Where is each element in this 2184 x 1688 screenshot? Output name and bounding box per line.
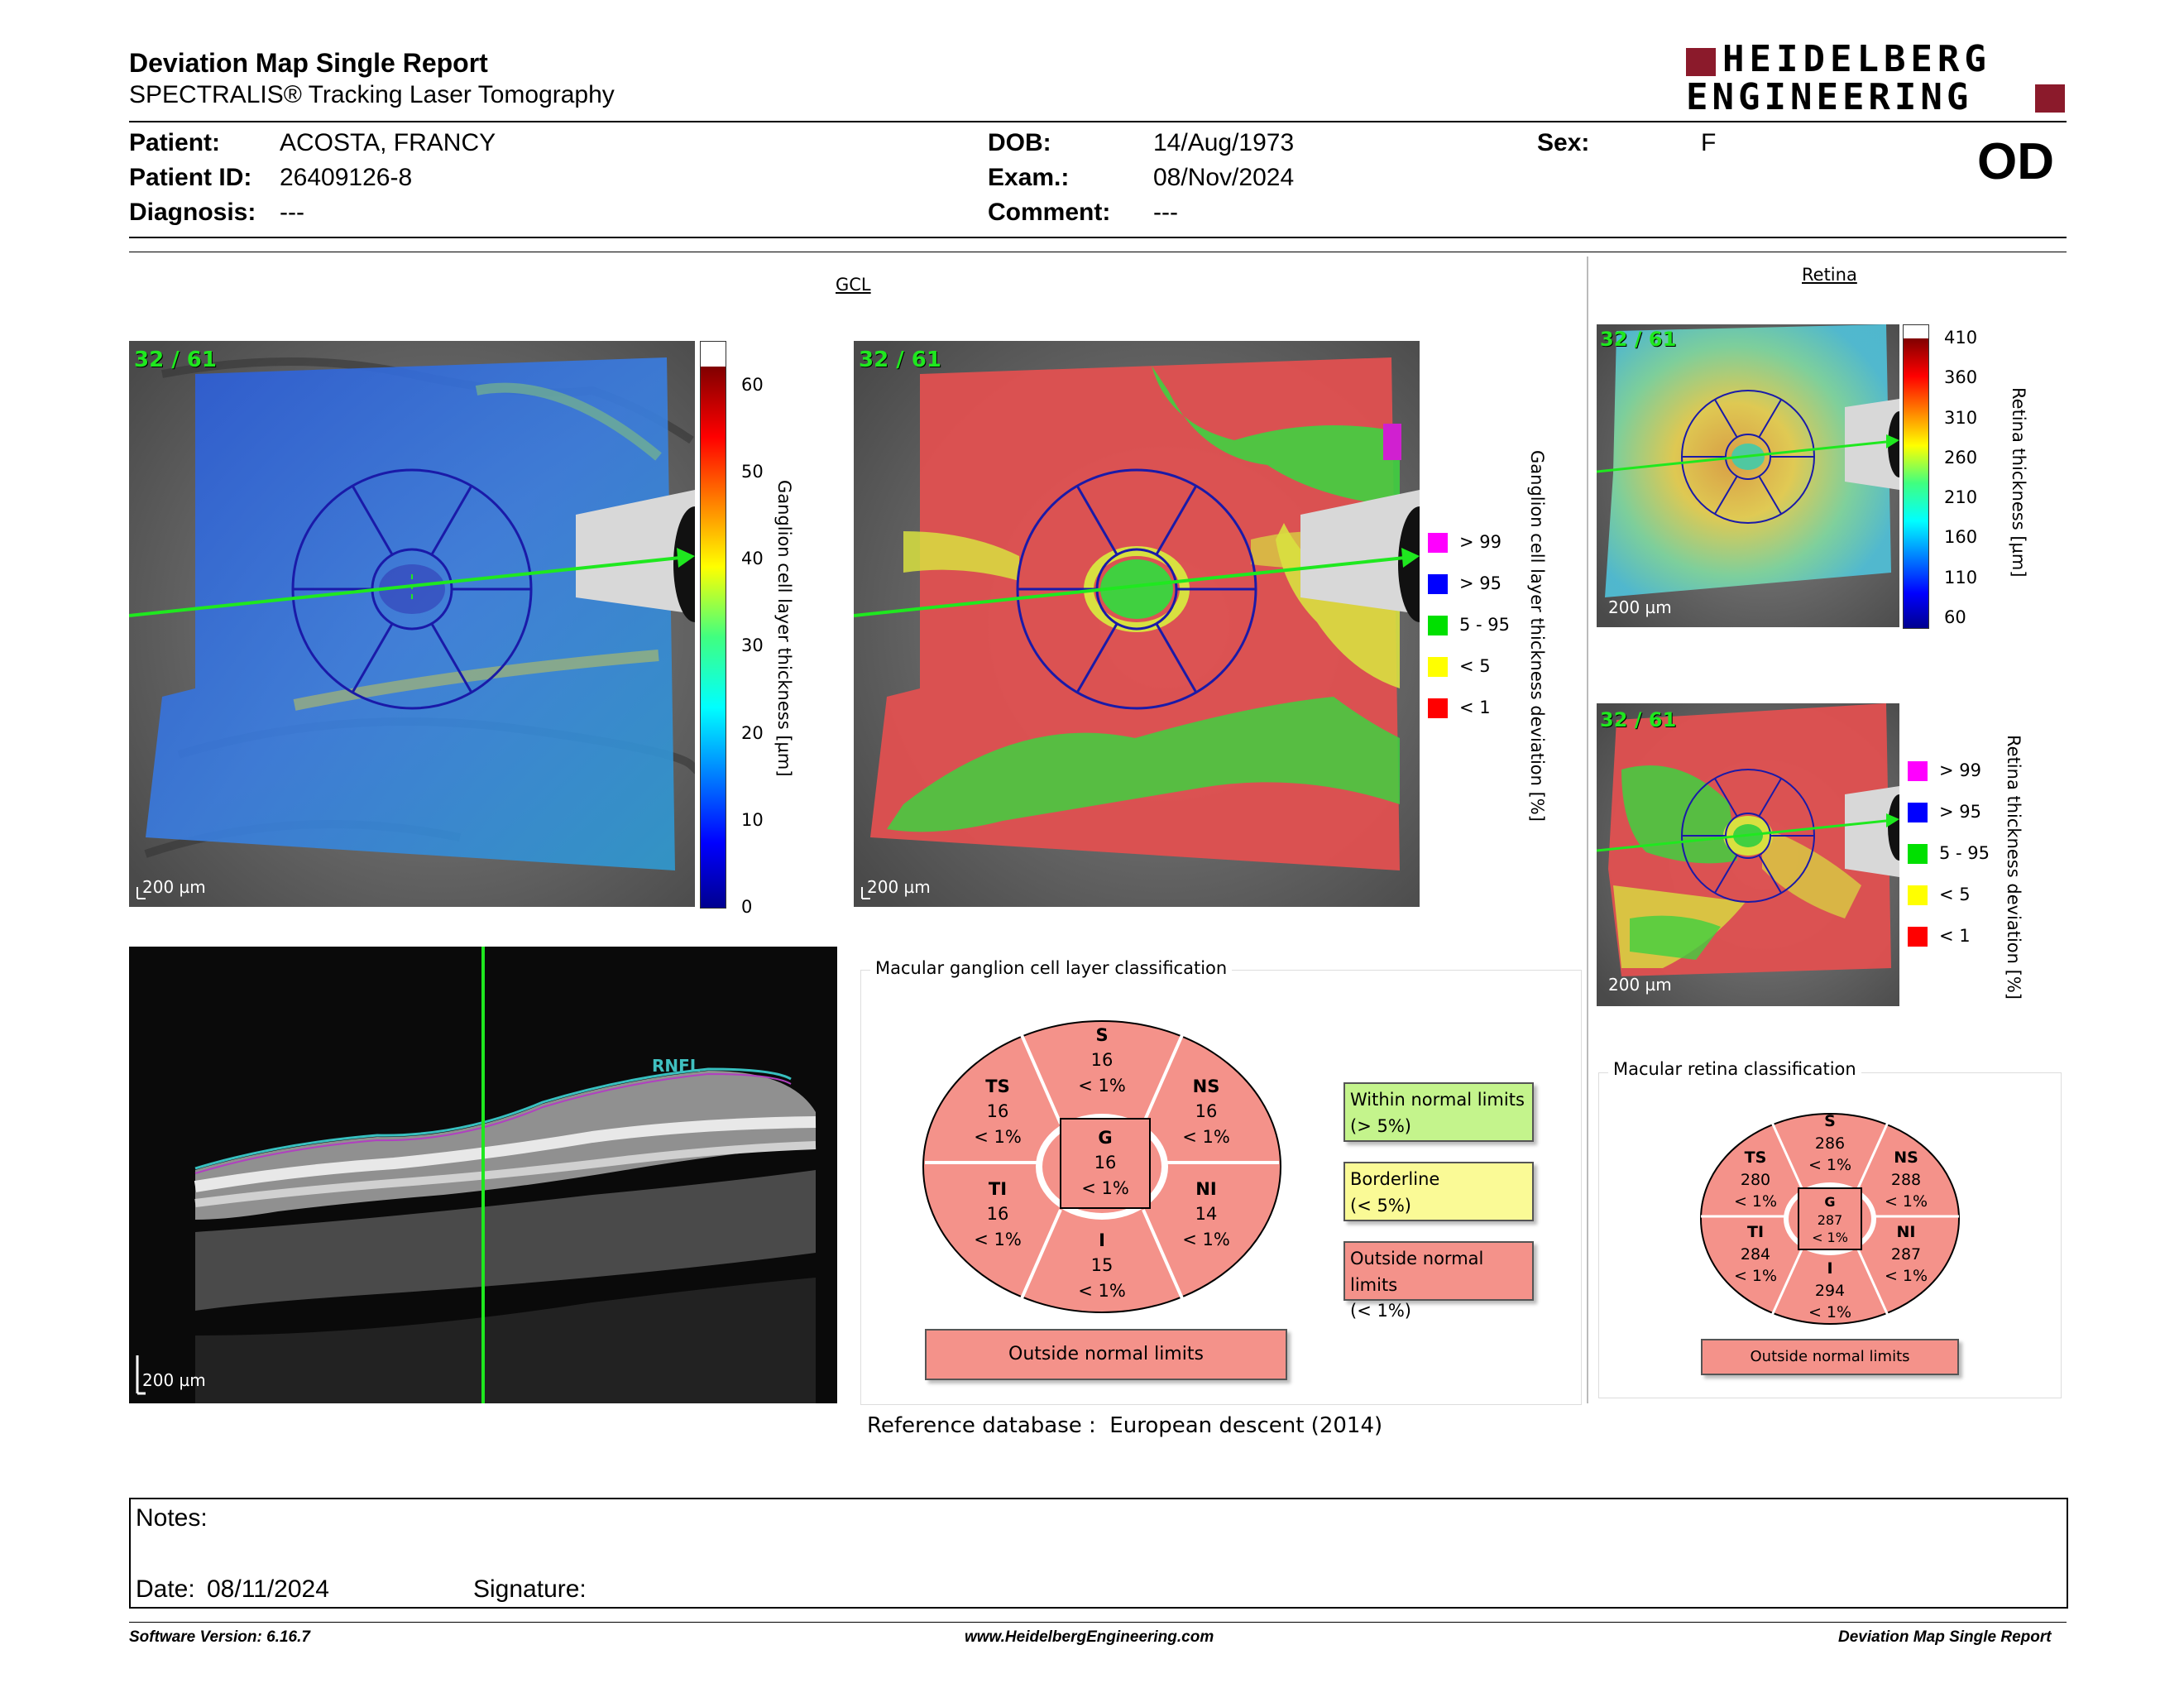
- sex-value: F: [1701, 129, 1717, 156]
- retina-sector-chart: [1698, 1110, 1962, 1327]
- gcl-sector-ti: TI 16 < 1%: [974, 1179, 1022, 1249]
- retina-legend-swatch: [1908, 927, 1928, 947]
- software-version: Software Version: 6.16.7: [129, 1628, 310, 1646]
- comment-label: Comment:: [988, 199, 1111, 226]
- patient-id: 26409126-8: [280, 164, 413, 191]
- gcl-sector-ns: NS 16 < 1%: [1182, 1077, 1230, 1147]
- legend-item-range: (> 5%): [1350, 1115, 1411, 1136]
- gcl-legend-label: 5 - 95: [1459, 615, 1511, 635]
- exam-label: Exam.:: [988, 164, 1070, 191]
- gcl-legend-label: < 1: [1459, 698, 1491, 717]
- retina-result-badge: Outside normal limits: [1701, 1339, 1959, 1375]
- retina-tick: 110: [1944, 567, 1978, 587]
- retina-sector-g: G 287 < 1%: [1812, 1194, 1848, 1246]
- signature-label: Signature:: [473, 1575, 587, 1603]
- report-subtitle: SPECTRALIS® Tracking Laser Tomography: [129, 81, 615, 108]
- diagnosis-value: ---: [280, 199, 304, 226]
- notes-box[interactable]: [129, 1498, 2068, 1609]
- patient-label: Patient:: [129, 129, 221, 156]
- retina-legend-label: > 95: [1939, 802, 1981, 822]
- gcl-legend-swatch: [1428, 698, 1448, 718]
- retina-sector-ns: NS 288 < 1%: [1884, 1149, 1928, 1211]
- retina-sector-ni: NI 287 < 1%: [1884, 1223, 1928, 1286]
- patient-name: ACOSTA, FRANCY: [280, 129, 496, 156]
- gcl-thickness-axis-label: Ganglion cell layer thickness [µm]: [774, 480, 794, 777]
- gcl-legend-label: > 99: [1459, 532, 1502, 552]
- rnfl-layer-label: RNFL: [652, 1056, 701, 1076]
- gcl-tick: 20: [741, 722, 764, 743]
- gcl-tick: 60: [741, 374, 764, 395]
- gcl-legend-swatch: [1428, 657, 1448, 677]
- notes-label: Notes:: [136, 1504, 208, 1532]
- gcl-deviation-axis-label: Ganglion cell layer thickness deviation [%]: [1527, 450, 1547, 822]
- retina-legend-label: 5 - 95: [1939, 843, 1990, 863]
- report-title: Deviation Map Single Report: [129, 48, 488, 78]
- gcl-tick: 30: [741, 635, 764, 656]
- gcl-legend-label: < 5: [1459, 656, 1491, 676]
- retina-legend-label: < 1: [1939, 926, 1971, 946]
- retina-title: Retina: [1802, 265, 1857, 285]
- gcl-sector-g: G 16 < 1%: [1081, 1128, 1129, 1198]
- retina-thickness-axis-label: Retina thickness [µm]: [2009, 387, 2028, 578]
- retina-tick: 160: [1944, 527, 1978, 548]
- gcl-tick: 40: [741, 549, 764, 569]
- legend-item-range: (< 1%): [1350, 1301, 1411, 1321]
- retina-tick: 360: [1944, 367, 1978, 388]
- patient-id-label: Patient ID:: [129, 164, 252, 191]
- retina-sector-ti: TI 284 < 1%: [1733, 1223, 1778, 1286]
- retina-tick: 210: [1944, 487, 1978, 508]
- retina-sector-ts: TS 280 < 1%: [1733, 1149, 1778, 1211]
- retina-legend-swatch: [1908, 844, 1928, 864]
- classification-legend-item: [1343, 1082, 1534, 1142]
- classification-legend-item: [1343, 1162, 1534, 1221]
- retina-thickness-colorbar: [1903, 324, 1929, 629]
- eye-label: OD: [1977, 133, 2054, 190]
- retina-legend-label: > 99: [1939, 760, 1981, 780]
- date-value: 08/11/2024: [207, 1575, 329, 1603]
- retina-classification-title: Macular retina classification: [1608, 1059, 1861, 1079]
- oct-bscan[interactable]: RNFL 200 µm: [129, 947, 837, 1403]
- legend-item-text: Outside normal limits: [1350, 1249, 1484, 1295]
- gcl-sector-chart: [920, 1018, 1284, 1316]
- retina-legend-label: < 5: [1939, 885, 1971, 904]
- gcl-tick: 10: [741, 809, 764, 830]
- retina-tick: 410: [1944, 328, 1978, 348]
- retina-thickness-map[interactable]: 32 / 61 200 µm: [1597, 324, 1899, 627]
- retina-tick: 60: [1944, 607, 1966, 627]
- retina-legend-swatch: [1908, 803, 1928, 822]
- legend-item-text: Within normal limits: [1350, 1090, 1525, 1110]
- retina-sector-i: I 294 < 1%: [1808, 1259, 1852, 1322]
- classification-legend-item: [1343, 1241, 1534, 1321]
- gcl-sector-ni: NI 14 < 1%: [1182, 1179, 1230, 1249]
- gcl-title: GCL: [836, 275, 871, 295]
- website-link[interactable]: www.HeidelbergEngineering.com: [965, 1628, 1214, 1646]
- gcl-legend-swatch: [1428, 574, 1448, 594]
- gcl-legend-swatch: [1428, 533, 1448, 553]
- gcl-legend-label: > 95: [1459, 573, 1502, 593]
- gcl-sector-ts: TS 16 < 1%: [974, 1077, 1022, 1147]
- gcl-deviation-map[interactable]: 32 / 61 200 µm: [854, 341, 1420, 907]
- reference-database: Reference database : European descent (2014): [867, 1413, 1383, 1438]
- exam-value: 08/Nov/2024: [1153, 164, 1295, 191]
- gcl-tick: 0: [741, 897, 753, 917]
- gcl-thickness-colorbar: [700, 341, 726, 909]
- sex-label: Sex:: [1537, 129, 1590, 156]
- gcl-sector-i: I 15 < 1%: [1078, 1230, 1126, 1301]
- diagnosis-label: Diagnosis:: [129, 199, 256, 226]
- retina-deviation-axis-label: Retina thickness deviation [%]: [2004, 735, 2024, 1000]
- heidelberg-logo: HEIDELBERG ENGINEERING: [1686, 46, 2067, 116]
- gcl-sector-s: S 16 < 1%: [1078, 1025, 1126, 1096]
- dob-label: DOB:: [988, 129, 1051, 156]
- retina-tick: 260: [1944, 447, 1978, 468]
- gcl-tick: 50: [741, 461, 764, 482]
- legend-item-range: (< 5%): [1350, 1195, 1411, 1216]
- retina-tick: 310: [1944, 407, 1978, 428]
- gcl-classification-title: Macular ganglion cell layer classification: [870, 958, 1232, 978]
- legend-item-text: Borderline: [1350, 1169, 1440, 1189]
- gcl-legend-swatch: [1428, 616, 1448, 635]
- date-label: Date:: [136, 1575, 195, 1603]
- section-divider: [1587, 257, 1588, 1403]
- comment-value: ---: [1153, 199, 1178, 226]
- retina-deviation-map[interactable]: 32 / 61 200 µm: [1597, 703, 1899, 1006]
- gcl-thickness-map[interactable]: 32 / 61 200 µm: [129, 341, 695, 907]
- retina-legend-swatch: [1908, 885, 1928, 905]
- retina-sector-s: S 286 < 1%: [1808, 1112, 1852, 1175]
- retina-legend-swatch: [1908, 761, 1928, 781]
- gcl-result-badge: Outside normal limits: [925, 1329, 1287, 1380]
- dob-value: 14/Aug/1973: [1153, 129, 1295, 156]
- footer-report-name: Deviation Map Single Report: [1838, 1628, 2052, 1646]
